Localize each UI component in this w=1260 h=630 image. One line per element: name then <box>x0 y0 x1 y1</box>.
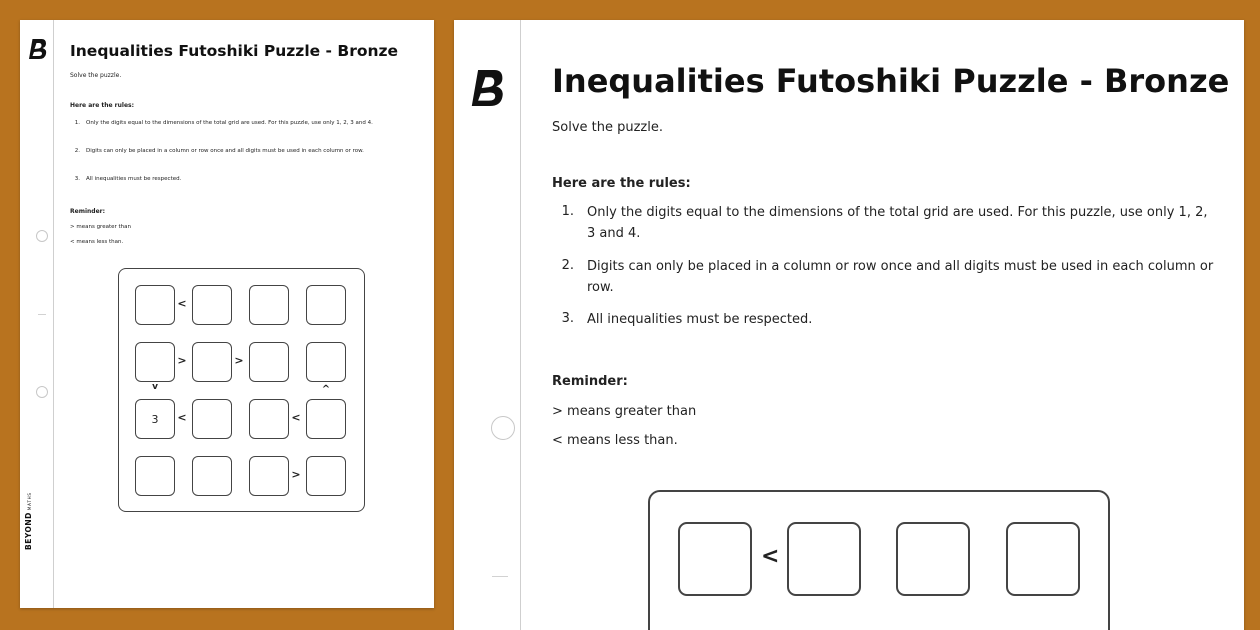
rule-text: All inequalities must be respected. <box>587 312 813 327</box>
puzzle-cell[interactable] <box>135 342 175 382</box>
punch-tick <box>492 576 508 577</box>
puzzle-cell[interactable] <box>306 456 346 496</box>
brand-name: BEYOND <box>24 512 33 550</box>
inequality-sign: < <box>177 297 187 310</box>
puzzle-cell[interactable] <box>192 399 232 439</box>
reminder-line: < means less than. <box>70 239 124 245</box>
beyond-logo-icon <box>470 68 506 108</box>
puzzle-cell[interactable] <box>135 456 175 496</box>
puzzle-cell-given: 3 <box>135 399 175 439</box>
punch-hole-icon <box>36 230 48 242</box>
puzzle-cell[interactable] <box>249 399 289 439</box>
reminder-heading: Reminder: <box>70 208 105 215</box>
rule-text: Only the digits equal to the dimensions of the total grid are used. For this puzzle, use only 1, 2, 3 and 4. <box>587 205 1208 241</box>
inequality-sign: v <box>152 382 158 392</box>
puzzle-cell[interactable] <box>192 285 232 325</box>
inequality-sign: > <box>177 354 187 367</box>
intro-text: Solve the puzzle. <box>70 72 122 79</box>
reminder-line: > means greater than <box>70 224 132 230</box>
brand-vertical-text <box>24 490 34 550</box>
puzzle-cell[interactable] <box>896 522 970 596</box>
rule-text: Digits can only be placed in a column or row once and all digits must be used in each column or row. <box>86 148 364 154</box>
puzzle-cell[interactable] <box>249 285 289 325</box>
reminder-line: > means greater than <box>552 404 697 419</box>
punch-hole-icon <box>491 416 515 440</box>
margin-line <box>520 20 521 630</box>
rule-number: 3. <box>561 311 574 326</box>
puzzle-cell[interactable] <box>192 456 232 496</box>
punch-tick <box>38 314 46 315</box>
puzzle-cell[interactable] <box>1006 522 1080 596</box>
inequality-sign: < <box>761 544 780 569</box>
puzzle-cell[interactable] <box>135 285 175 325</box>
puzzle-cell[interactable] <box>306 285 346 325</box>
puzzle-cell[interactable] <box>787 522 861 596</box>
puzzle-grid <box>648 490 1110 630</box>
puzzle-cell[interactable] <box>249 342 289 382</box>
inequality-sign: > <box>234 354 244 367</box>
puzzle-cell[interactable] <box>678 522 752 596</box>
beyond-logo-icon <box>28 38 48 60</box>
page-title: Inequalities Futoshiki Puzzle - Bronze <box>552 62 1230 100</box>
inequality-sign: < <box>177 411 187 424</box>
worksheet-preview-small[interactable] <box>20 20 434 608</box>
puzzle-cell[interactable] <box>306 342 346 382</box>
rule-number: 2. <box>561 258 574 273</box>
rule-number: 1. <box>74 120 80 126</box>
puzzle-cell[interactable] <box>192 342 232 382</box>
puzzle-cell[interactable] <box>306 399 346 439</box>
rule-number: 2. <box>74 148 80 154</box>
inequality-sign: ^ <box>321 384 331 395</box>
inequality-sign: > <box>291 468 301 481</box>
rules-heading: Here are the rules: <box>70 102 134 109</box>
brand-sub: MATHS <box>27 492 32 511</box>
punch-hole-icon <box>36 386 48 398</box>
rule-number: 3. <box>74 176 80 182</box>
worksheet-preview-large[interactable] <box>454 20 1244 630</box>
reminder-heading: Reminder: <box>552 374 628 389</box>
page-title: Inequalities Futoshiki Puzzle - Bronze <box>70 42 399 60</box>
reminder-line: < means less than. <box>552 433 678 448</box>
margin-line <box>53 20 54 608</box>
puzzle-grid <box>118 268 365 512</box>
inequality-sign: < <box>291 411 301 424</box>
puzzle-cell[interactable] <box>249 456 289 496</box>
intro-text: Solve the puzzle. <box>552 120 663 135</box>
rule-text: Digits can only be placed in a column or row once and all digits must be used in each column or row. <box>587 259 1214 295</box>
rule-text: All inequalities must be respected. <box>86 176 182 182</box>
rule-number: 1. <box>561 204 574 219</box>
rules-heading: Here are the rules: <box>552 176 691 191</box>
rule-text: Only the digits equal to the dimensions of the total grid are used. For this puzzle, use only 1, 2, 3 and 4. <box>86 120 373 126</box>
